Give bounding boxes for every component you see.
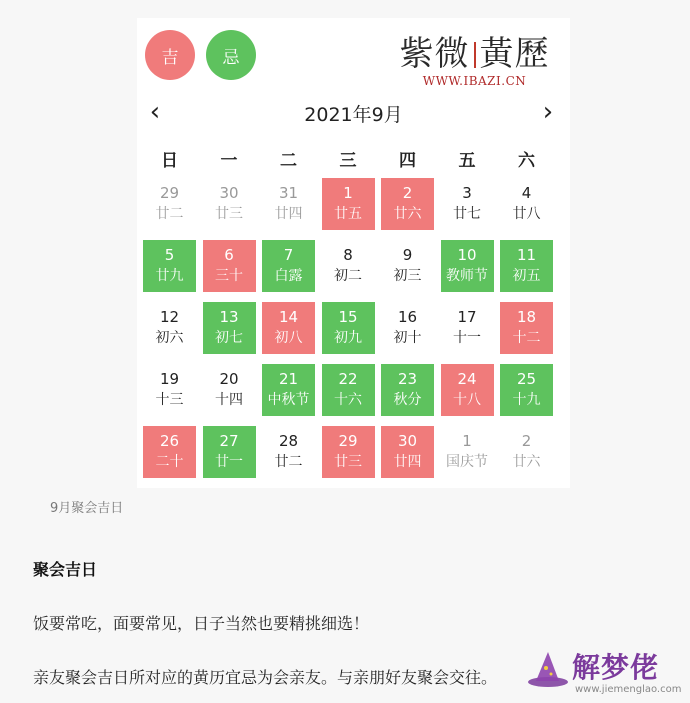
day-cell[interactable]	[322, 302, 375, 354]
weekday-label: 日	[161, 151, 178, 171]
chevron-right-icon[interactable]: ›	[542, 97, 554, 127]
day-cell[interactable]	[441, 302, 494, 354]
lunar-date: 廿二	[155, 206, 184, 222]
weekday-label: 一	[220, 151, 238, 171]
day-number: 29	[338, 432, 358, 450]
weekday-label: 二	[280, 151, 297, 171]
day-number: 17	[457, 308, 477, 326]
article-paragraph-1: 饭要常吃，面要常见，日子当然也要精挑细选！	[33, 614, 370, 633]
day-number: 7	[283, 246, 294, 264]
day-number: 25	[516, 370, 537, 388]
lunar-date: 初二	[334, 268, 362, 284]
day-number: 8	[343, 246, 353, 264]
day-number: 26	[159, 432, 180, 450]
article-heading: 聚会吉日	[33, 560, 98, 579]
day-cell[interactable]	[143, 302, 196, 354]
day-cell[interactable]	[381, 240, 434, 292]
weekday-header	[143, 146, 553, 172]
day-cell[interactable]	[322, 426, 375, 478]
day-cell[interactable]	[381, 364, 434, 416]
lunar-date: 十三	[155, 392, 184, 408]
day-cell[interactable]	[441, 426, 494, 478]
logo-text-a: 紫微	[399, 34, 470, 74]
day-cell[interactable]	[322, 240, 375, 292]
day-cell[interactable]	[262, 178, 315, 230]
day-number: 4	[521, 184, 532, 202]
day-cell[interactable]	[500, 364, 553, 416]
day-cell[interactable]	[262, 426, 315, 478]
day-cell[interactable]	[441, 240, 494, 292]
day-number: 11	[516, 246, 537, 264]
day-number: 18	[516, 308, 537, 326]
wizard-hat-icon	[526, 646, 570, 690]
day-cell[interactable]	[441, 364, 494, 416]
lunar-date: 二十	[155, 454, 184, 470]
watermark	[520, 640, 690, 702]
day-number: 5	[164, 246, 175, 264]
logo-text-b: 黃歷	[479, 34, 550, 74]
inauspicious-filter-button[interactable]: 忌	[206, 30, 256, 80]
day-number: 2	[521, 432, 532, 450]
day-number: 20	[219, 370, 239, 388]
lunar-date: 廿二	[274, 454, 303, 470]
day-cell[interactable]	[381, 426, 434, 478]
day-number: 10	[457, 246, 477, 264]
day-cell[interactable]	[143, 240, 196, 292]
day-cell[interactable]	[262, 364, 315, 416]
lunar-date: 十九	[512, 392, 541, 408]
lunar-date: 初九	[334, 330, 362, 346]
day-cell[interactable]	[203, 426, 256, 478]
calendar-days	[143, 178, 553, 478]
article-paragraph-2: 亲友聚会吉日所对应的黄历宜忌为会亲友。与亲朋好友聚会交往。	[33, 668, 498, 687]
lunar-date: 国庆节	[446, 454, 488, 470]
day-number: 1	[343, 184, 353, 202]
day-number: 6	[224, 246, 234, 264]
day-cell[interactable]	[262, 240, 315, 292]
lunar-date: 十六	[334, 392, 362, 408]
day-number: 27	[219, 432, 239, 450]
image-caption: 9月聚会吉日	[50, 501, 124, 516]
day-cell[interactable]	[500, 240, 553, 292]
day-number: 3	[462, 184, 472, 202]
day-number: 30	[397, 432, 418, 450]
day-cell[interactable]	[500, 302, 553, 354]
day-number: 31	[278, 184, 299, 202]
logo-url: WWW.IBAZI.CN	[422, 74, 527, 88]
day-number: 24	[457, 370, 477, 388]
day-cell[interactable]	[203, 240, 256, 292]
lunar-date: 初七	[215, 330, 243, 346]
lunar-date: 廿四	[393, 454, 422, 470]
weekday-label: 六	[518, 151, 535, 171]
lunar-date: 初十	[393, 330, 422, 346]
month-title: 2021年9月	[304, 104, 403, 126]
lunar-date: 十八	[453, 392, 481, 408]
day-number: 28	[278, 432, 299, 450]
lunar-date: 初六	[155, 330, 184, 346]
day-cell[interactable]	[500, 178, 553, 230]
day-cell[interactable]	[143, 426, 196, 478]
day-number: 16	[397, 308, 418, 326]
day-number: 21	[278, 370, 299, 388]
lunar-date: 三十	[215, 268, 243, 284]
day-cell[interactable]	[143, 364, 196, 416]
day-number: 15	[338, 308, 358, 326]
day-cell[interactable]	[322, 178, 375, 230]
lunar-date: 廿八	[512, 206, 541, 222]
lunar-date: 廿三	[334, 454, 362, 470]
lunar-date: 十四	[215, 392, 243, 408]
lunar-date: 廿三	[215, 206, 243, 222]
lunar-date: 十一	[453, 330, 481, 346]
lunar-date: 廿四	[274, 206, 303, 222]
day-cell[interactable]	[203, 364, 256, 416]
lunar-date: 初三	[393, 268, 422, 284]
day-cell[interactable]	[203, 302, 256, 354]
lunar-date: 廿七	[453, 206, 481, 222]
day-number: 2	[402, 184, 413, 202]
lunar-date: 初八	[274, 330, 303, 346]
weekday-label: 四	[399, 151, 416, 171]
lunar-date: 廿五	[334, 206, 362, 222]
lunar-date: 白露	[274, 268, 303, 284]
lunar-date: 教师节	[446, 268, 488, 284]
auspicious-filter-button[interactable]: 吉	[145, 30, 195, 80]
logo	[387, 34, 562, 96]
day-cell[interactable]	[500, 426, 553, 478]
lunar-date: 秋分	[393, 392, 422, 408]
day-cell[interactable]	[203, 178, 256, 230]
day-number: 12	[159, 308, 180, 326]
weekday-label: 三	[339, 151, 357, 171]
day-number: 23	[397, 370, 418, 388]
day-number: 19	[159, 370, 180, 388]
day-number: 1	[462, 432, 472, 450]
month-navigation	[137, 98, 570, 128]
day-number: 9	[402, 246, 413, 264]
day-cell[interactable]	[143, 178, 196, 230]
day-number: 13	[219, 308, 239, 326]
watermark-text: 解梦佬	[572, 651, 660, 684]
day-number: 29	[159, 184, 180, 202]
lunar-date: 廿六	[512, 454, 541, 470]
day-cell[interactable]	[441, 178, 494, 230]
lunar-date: 十二	[512, 330, 541, 346]
day-number: 14	[278, 308, 299, 326]
day-number: 30	[219, 184, 239, 202]
watermark-url: www.jiemenglao.com	[575, 684, 682, 695]
lunar-date: 中秋节	[267, 392, 310, 408]
lunar-date: 初五	[512, 268, 541, 284]
lunar-date: 廿六	[393, 206, 422, 222]
chevron-left-icon[interactable]: ‹	[149, 97, 161, 127]
day-cell[interactable]	[381, 302, 434, 354]
lunar-date: 廿九	[155, 268, 184, 284]
day-cell[interactable]	[262, 302, 315, 354]
weekday-label: 五	[458, 151, 476, 171]
lunar-date: 廿一	[215, 454, 243, 470]
day-cell[interactable]	[322, 364, 375, 416]
day-cell[interactable]	[381, 178, 434, 230]
day-number: 22	[338, 370, 358, 388]
